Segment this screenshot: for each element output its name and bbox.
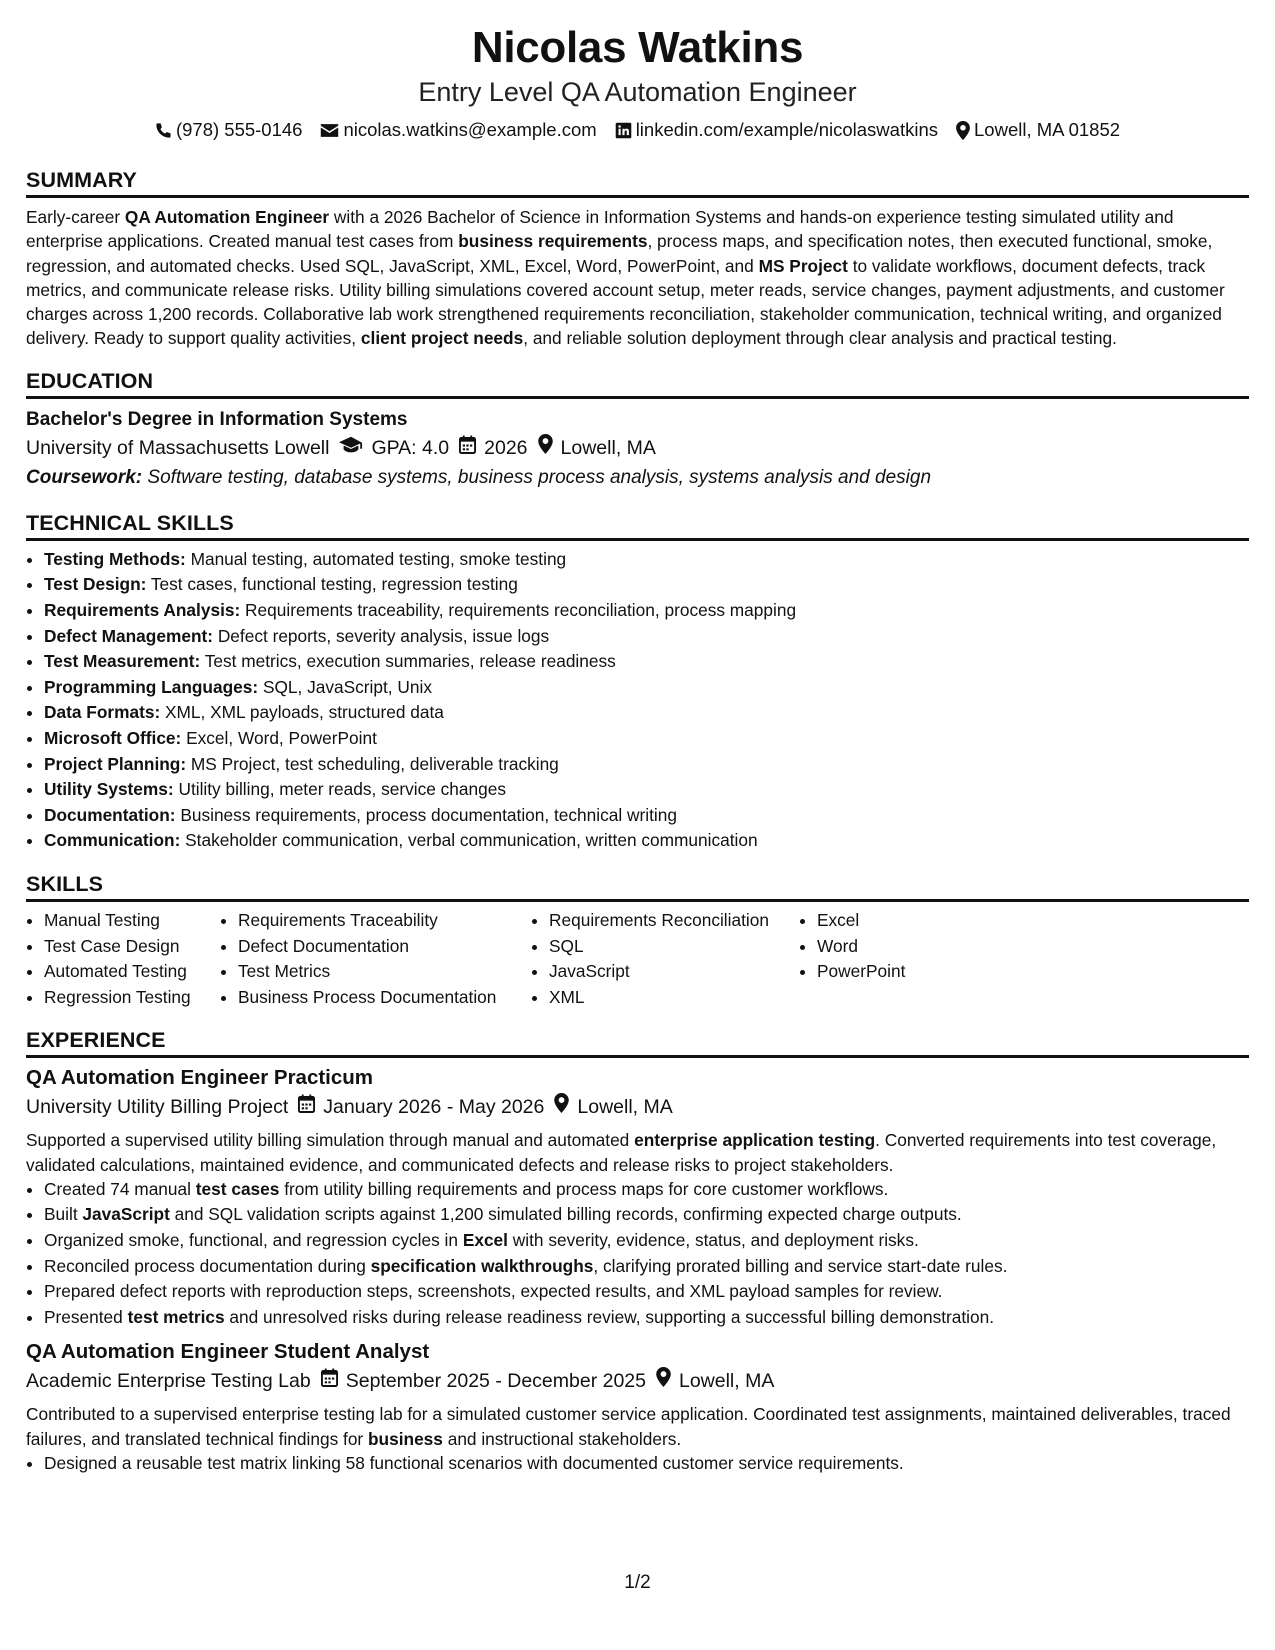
degree-title: Bachelor's Degree in Information Systems <box>26 408 408 430</box>
job-organization: University Utility Billing Project <box>26 1096 289 1119</box>
section-title-summary: SUMMARY <box>26 166 1249 198</box>
text: with severity, evidence, status, and deployment risks. <box>507 1230 919 1251</box>
technical-skills-list <box>26 547 1249 854</box>
coursework-label: Coursework: <box>26 466 143 488</box>
contact-bar <box>26 118 1249 142</box>
text: . Converted requirements into test coverage, validated calculations, maintained evidence, and communicated defects and release risks to project stakeholders. <box>26 1130 1217 1175</box>
skill-item: • XML <box>549 985 799 1011</box>
job-bullet <box>44 1254 1249 1280</box>
technical-skill-item <box>44 598 1249 624</box>
skill-category: Communication: <box>44 830 181 851</box>
bold-text: QA Automation Engineer <box>124 207 330 227</box>
calendar-icon <box>298 1092 315 1122</box>
bold-text: business requirements <box>458 231 648 252</box>
job-location <box>656 1366 774 1396</box>
skills-column <box>799 908 997 1010</box>
technical-skill-item <box>44 700 1249 726</box>
phone-icon <box>155 122 172 139</box>
experience-section <box>26 1026 1249 1476</box>
summary-text <box>26 205 1249 351</box>
education-meta <box>26 433 1249 463</box>
year-text: 2026 <box>484 436 528 459</box>
skill-item: • Regression Testing <box>44 985 220 1011</box>
text: Contributed to a supervised enterprise testing lab for a simulated customer service application. Coordinated test assignments, maintained deliverables, traced failures, and translated technical findings for <box>26 1404 1231 1449</box>
skill-values: Stakeholder communication, verbal communication, written communication <box>180 830 758 851</box>
skill-values: Excel, Word, PowerPoint <box>181 727 377 748</box>
location-text: Lowell, MA 01852 <box>974 119 1121 140</box>
skill-category: Testing Methods: <box>44 548 186 569</box>
bold-text: client project needs <box>360 328 524 349</box>
technical-skill-item <box>44 726 1249 752</box>
contact-phone[interactable] <box>155 118 303 142</box>
job-bullets <box>26 1451 1249 1477</box>
text: , clarifying prorated billing and service start-date rules. <box>593 1255 1008 1276</box>
text: Organized smoke, functional, and regression cycles in <box>44 1230 463 1251</box>
gpa <box>339 433 449 463</box>
section-title-technical-skills: TECHNICAL SKILLS <box>26 509 1249 541</box>
skill-item: • Defect Documentation <box>238 934 531 960</box>
resume-page <box>26 20 1249 1477</box>
school-name: University of Massachusetts Lowell <box>26 436 330 459</box>
skill-item: • Manual Testing <box>44 908 220 934</box>
linkedin-text: linkedin.com/example/nicolaswatkins <box>635 119 938 140</box>
job-entry <box>26 1338 1249 1476</box>
map-pin-icon <box>538 433 553 463</box>
technical-skill-item <box>44 803 1249 829</box>
skill-item: • SQL <box>549 934 799 960</box>
technical-skills-section <box>26 509 1249 854</box>
skill-category: Programming Languages: <box>44 676 259 697</box>
job-description <box>26 1402 1249 1451</box>
gpa-text: GPA: 4.0 <box>371 436 450 459</box>
job-description <box>26 1128 1249 1177</box>
candidate-role: Entry Level QA Automation Engineer <box>418 77 857 107</box>
text: and SQL validation scripts against 1,200 simulated billing records, confirming expected charge outputs. <box>169 1204 962 1225</box>
technical-skill-item <box>44 828 1249 854</box>
technical-skill-item <box>44 675 1249 701</box>
job-bullet <box>44 1228 1249 1254</box>
job-organization: Academic Enterprise Testing Lab <box>26 1370 311 1393</box>
job-location-text: Lowell, MA <box>678 1370 775 1393</box>
skills-column <box>531 908 799 1010</box>
summary-section <box>26 166 1249 351</box>
skill-values: SQL, JavaScript, Unix <box>258 676 432 697</box>
text: Reconciled process documentation during <box>44 1255 371 1276</box>
job-location <box>554 1092 672 1122</box>
job-bullet <box>44 1177 1249 1203</box>
bold-text: JavaScript <box>82 1204 170 1225</box>
text: to validate workflows, document defects, track metrics, and communicate release risks. Utility billing simulations covered account setup, meter reads, service changes, payment adjustments, and customer charges across 1,200 records. Collaborative lab work strengthened requirements reconciliation, stakeholder communication, technical writing, and organized delivery. Ready to support quality activities, <box>26 255 1225 349</box>
skill-values: Defect reports, severity analysis, issue logs <box>213 625 550 646</box>
skill-item: • Test Metrics <box>238 959 531 985</box>
technical-skill-item <box>44 752 1249 778</box>
map-pin-icon <box>554 1092 569 1122</box>
experience-list <box>26 1064 1249 1476</box>
page-number: 1/2 <box>624 1572 651 1593</box>
envelope-icon <box>320 123 339 138</box>
candidate-name: Nicolas Watkins <box>471 23 804 72</box>
text: Supported a supervised utility billing simulation through manual and automated <box>26 1130 635 1151</box>
text: , and reliable solution deployment through clear analysis and practical testing. <box>523 328 1117 349</box>
skill-values: Requirements traceability, requirements reconciliation, process mapping <box>240 599 797 620</box>
linkedin-icon <box>615 122 632 139</box>
text: Early-career <box>26 207 125 227</box>
contact-linkedin[interactable] <box>615 118 938 142</box>
skill-item: • JavaScript <box>549 959 799 985</box>
section-title-education: EDUCATION <box>26 367 1249 399</box>
skill-values: Test cases, functional testing, regression testing <box>146 574 518 595</box>
email-text: nicolas.watkins@example.com <box>343 119 597 140</box>
bold-text: test metrics <box>127 1306 225 1327</box>
skill-item: • Requirements Reconciliation <box>549 908 799 934</box>
skill-category: Project Planning: <box>44 753 187 774</box>
job-bullet <box>44 1305 1249 1331</box>
map-pin-icon <box>956 121 970 140</box>
job-title: QA Automation Engineer Student Analyst <box>26 1340 430 1364</box>
education-section <box>26 367 1249 493</box>
job-entry <box>26 1064 1249 1330</box>
bold-text: test cases <box>195 1178 280 1199</box>
text: and instructional stakeholders. <box>442 1428 682 1449</box>
skills-columns <box>26 908 1249 1010</box>
job-bullet <box>44 1202 1249 1228</box>
skill-item: • PowerPoint <box>817 959 997 985</box>
bold-text: enterprise application testing <box>634 1130 876 1151</box>
skill-values: MS Project, test scheduling, deliverable tracking <box>186 753 559 774</box>
technical-skill-item <box>44 777 1249 803</box>
bold-text: MS Project <box>758 255 848 276</box>
skills-column <box>26 908 220 1010</box>
job-title: QA Automation Engineer Practicum <box>26 1066 374 1090</box>
text: and unresolved risks during release readiness review, supporting a successful billing demonstration. <box>224 1306 995 1327</box>
skill-values: Test metrics, execution summaries, release readiness <box>200 651 616 672</box>
bold-text: Excel <box>462 1230 508 1251</box>
bold-text: specification walkthroughs <box>370 1255 594 1276</box>
coursework-text: Software testing, database systems, business process analysis, systems analysis and design <box>142 466 932 488</box>
text: , process maps, and specification notes, then executed functional, smoke, regression, and automated checks. Used SQL, JavaScript, XML, Excel, Word, PowerPoint, and <box>26 231 1213 276</box>
text: from utility billing requirements and process maps for core customer workflows. <box>279 1178 889 1199</box>
contact-email[interactable] <box>320 118 596 142</box>
skill-category: Utility Systems: <box>44 779 174 800</box>
skill-item: • Test Case Design <box>44 934 220 960</box>
phone-text: (978) 555-0146 <box>175 119 303 140</box>
text: Created 74 manual <box>44 1178 196 1199</box>
skill-values: XML, XML payloads, structured data <box>160 702 444 723</box>
job-dates <box>321 1366 646 1396</box>
job-dates <box>298 1092 544 1122</box>
coursework <box>26 463 1249 493</box>
skills-section <box>26 870 1249 1010</box>
skill-item: • Word <box>817 934 997 960</box>
skill-values: Manual testing, automated testing, smoke testing <box>185 548 567 569</box>
skill-category: Defect Management: <box>44 625 214 646</box>
skill-item: • Excel <box>817 908 997 934</box>
job-bullet <box>44 1451 1249 1477</box>
text: Designed a reusable test matrix linking 58 functional scenarios with documented customer service requirements. <box>44 1453 904 1474</box>
skills-column <box>220 908 531 1010</box>
bold-text: business <box>367 1428 443 1449</box>
skill-category: Microsoft Office: <box>44 727 182 748</box>
calendar-icon <box>321 1366 338 1396</box>
graduation-year <box>459 433 527 463</box>
skill-category: Test Design: <box>44 574 147 595</box>
text: with a 2026 Bachelor of Science in Information Systems and hands-on experience testing simulated utility and enterprise applications. Created manual test cases from <box>26 207 1174 252</box>
skill-values: Business requirements, process documentation, technical writing <box>175 804 677 825</box>
graduation-cap-icon <box>339 433 363 463</box>
education-location-text: Lowell, MA <box>560 436 656 459</box>
skill-values: Utility billing, meter reads, service changes <box>173 779 506 800</box>
job-bullets <box>26 1177 1249 1331</box>
skill-category: Data Formats: <box>44 702 161 723</box>
job-meta <box>26 1092 1249 1122</box>
job-location-text: Lowell, MA <box>577 1096 673 1119</box>
technical-skill-item <box>44 624 1249 650</box>
text: Prepared defect reports with reproduction steps, screenshots, expected results, and XML payload samples for review. <box>44 1281 943 1302</box>
skill-item: • Automated Testing <box>44 959 220 985</box>
skill-category: Documentation: <box>44 804 176 825</box>
skill-item: • Business Process Documentation <box>238 985 531 1011</box>
technical-skill-item <box>44 572 1249 598</box>
contact-location <box>956 118 1120 142</box>
skill-category: Requirements Analysis: <box>44 599 241 620</box>
job-meta <box>26 1366 1249 1396</box>
skill-category: Test Measurement: <box>44 651 201 672</box>
calendar-icon <box>459 433 476 463</box>
skill-item: • Requirements Traceability <box>238 908 531 934</box>
map-pin-icon <box>656 1366 671 1396</box>
text: Presented <box>44 1306 128 1327</box>
section-title-experience: EXPERIENCE <box>26 1026 1249 1058</box>
job-dates-text: January 2026 - May 2026 <box>323 1096 545 1119</box>
text: Built <box>44 1204 83 1225</box>
section-title-skills: SKILLS <box>26 870 1249 902</box>
education-location <box>538 433 656 463</box>
job-bullet <box>44 1279 1249 1305</box>
technical-skill-item <box>44 649 1249 675</box>
job-dates-text: September 2025 - December 2025 <box>345 1370 646 1393</box>
technical-skill-item <box>44 547 1249 573</box>
